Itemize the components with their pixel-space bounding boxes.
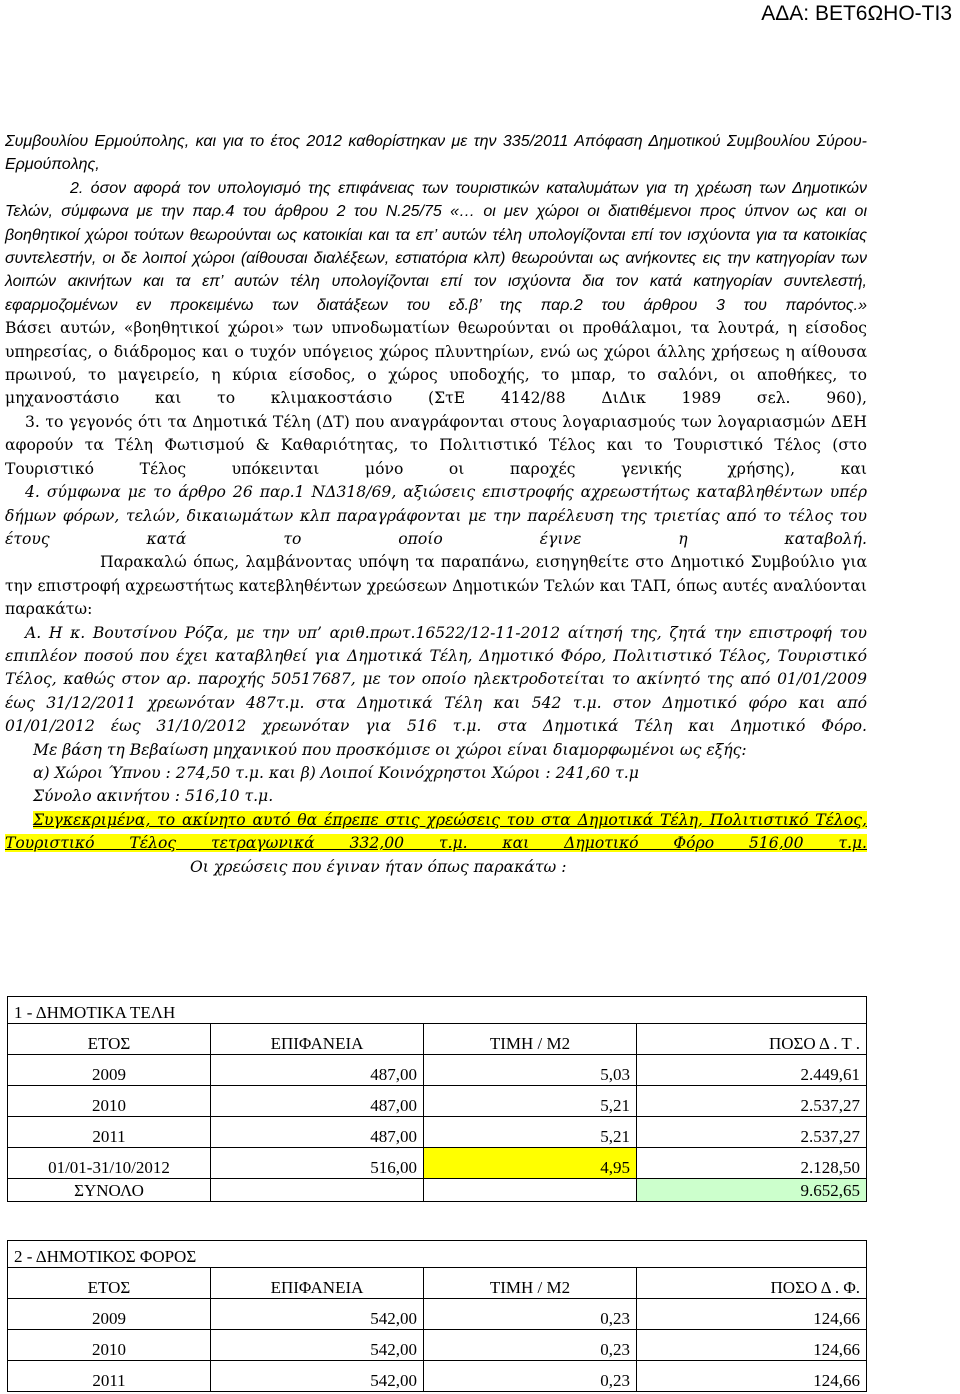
paragraph-7: Με βάση τη Βεβαίωση μηχανικού που προσκόμισε οι χώροι είναι διαμορφωμένοι ως εξής:	[33, 740, 747, 759]
cell-year: 2009	[8, 1055, 211, 1086]
table-municipal-tax	[7, 1240, 867, 1392]
cell-year: 2010	[8, 1330, 211, 1361]
cell-area: 487,00	[211, 1086, 424, 1117]
cell-amount: 2.128,50	[637, 1148, 867, 1179]
cell-price: 0,23	[424, 1330, 637, 1361]
table2-header-area: ΕΠΙΦΑΝΕΙΑ	[211, 1268, 424, 1299]
cell-year: 01/01-31/10/2012	[8, 1148, 211, 1179]
cell-area: 542,00	[211, 1299, 424, 1330]
table-row	[8, 1299, 867, 1330]
table1-header-amount: ΠΟΣΟ Δ . Τ .	[637, 1024, 867, 1055]
table2-title: 2 - ΔΗΜΟΤΙΚΟΣ ΦΟΡΟΣ	[8, 1241, 867, 1268]
table-row	[8, 1330, 867, 1361]
empty-cell	[211, 1179, 424, 1202]
table-total-row	[8, 1179, 867, 1202]
paragraph-8: α) Χώροι Ύπνου : 274,50 τ.μ. και β) Λοιποί Κοινόχρηστοι Χώροι : 241,60 τ.μ	[33, 763, 639, 782]
cell-amount: 124,66	[637, 1330, 867, 1361]
table1-header-year: ΕΤΟΣ	[8, 1024, 211, 1055]
cell-year: 2010	[8, 1086, 211, 1117]
cell-area: 542,00	[211, 1361, 424, 1392]
cell-area: 542,00	[211, 1330, 424, 1361]
cell-price: 5,03	[424, 1055, 637, 1086]
table-row	[8, 1086, 867, 1117]
total-value: 9.652,65	[637, 1179, 867, 1202]
cell-amount: 2.537,27	[637, 1086, 867, 1117]
cell-price: 0,23	[424, 1361, 637, 1392]
table-row	[8, 1148, 867, 1179]
cell-area: 516,00	[211, 1148, 424, 1179]
cell-year: 2011	[8, 1361, 211, 1392]
cell-price: 5,21	[424, 1086, 637, 1117]
cell-year: 2011	[8, 1117, 211, 1148]
table-municipal-fees	[7, 996, 867, 1202]
cell-amount: 124,66	[637, 1299, 867, 1330]
cell-amount: 2.449,61	[637, 1055, 867, 1086]
cell-amount: 124,66	[637, 1361, 867, 1392]
table2-header-amount: ΠΟΣΟ Δ . Φ.	[637, 1268, 867, 1299]
cell-price: 4,95	[424, 1148, 637, 1179]
table-row	[8, 1055, 867, 1086]
table1-title: 1 - ΔΗΜΟΤΙΚΑ ΤΕΛΗ	[8, 997, 867, 1024]
paragraph-2a: 2. όσον αφορά τον υπολογισμό της επιφάνειας των τουριστικών καταλυμάτων για τη χρέωση των Δημοτικών Τελών, σύμφωνα με την παρ.4 του άρθρου 2 του Ν.25/75 «… οι μεν χώροι οι διατιθέμενοι προς ύπνον ως και οι βοηθητικοί χώροι τούτων θεωρούνται ως κατοικίαι και τα επ’ αυτών τέλη υπολογίζονται επί τον ισχύοντα για τα κατοικίας συντελεστήν, οι δε λοιποί χώροι (αίθουσαι διαλέξεων, εστιατόρια κλπ) θεωρούνται ως ανήκοντες εις την κατηγορίαν των λοιπών ακινήτων και τα επ’ αυτών τέλη υπολογίζονται επί τον ισχύοντα δια τον κατά κατηγορίαν συντελεστή, εφαρμοζομένων εν προκειμένω των διατάξεων του εδ.β’ της παρ.2 του άρθρου 3 του παρόντος.»	[5, 179, 867, 314]
cell-year: 2009	[8, 1299, 211, 1330]
table2-header-price: ΤΙΜΗ / Μ2	[424, 1268, 637, 1299]
ada-code: ΑΔΑ: ΒΕΤ6ΩΗΟ-ΤΙ3	[761, 2, 952, 25]
cell-area: 487,00	[211, 1117, 424, 1148]
document-body	[5, 130, 867, 879]
cell-price: 5,21	[424, 1117, 637, 1148]
table1-header-area: ΕΠΙΦΑΝΕΙΑ	[211, 1024, 424, 1055]
paragraph-5: Παρακαλώ όπως, λαμβάνοντας υπόψη τα παραπάνω, εισηγηθείτε στο Δημοτικό Συμβούλιο για την επιστροφή αχρεωστήτως κατεβληθέντων χρεώσεων Δημοτικών Τελών και ΤΑΠ, όπως αυτές αναλύονται παρακάτω:	[5, 553, 867, 619]
paragraph-9: Σύνολο ακινήτου : 516,10 τ.μ.	[33, 787, 274, 806]
paragraph-11: Οι χρεώσεις που έγιναν ήταν όπως παρακάτω :	[190, 857, 567, 876]
table2-header-year: ΕΤΟΣ	[8, 1268, 211, 1299]
cell-amount: 2.537,27	[637, 1117, 867, 1148]
table-row	[8, 1361, 867, 1392]
paragraph-3: 3. το γεγονός ότι τα Δημοτικά Τέλη (ΔΤ) που αναγράφονται στους λογαριασμούς των λογαριασμών ΔΕΗ αφορούν τα Τέλη Φωτισμού & Καθαριότητας, το Πολιτιστικό Τέλος και το Τουριστικό Τέλος (στο Τουριστικό Τέλος υπόκεινται μόνο οι παροχές γενικής χρήσης), και	[5, 412, 867, 478]
paragraph-2b: Βάσει αυτών, «βοηθητικοί χώροι» των υπνοδωματίων θεωρούνται οι προθάλαμοι, τα λουτρά, η είσοδος υπηρεσίας, ο διάδρομος και ο τυχόν υπόγειος χώρος πλυντηρίων, ενώ ως χώροι άλλης χρήσεως η αίθουσα πρωινού, το μαγειρείο, η κύρια είσοδος, ο χώρος υποδοχής, το μπαρ, το σαλόνι, οι αποθήκες, το μηχανοστάσιο και το κλιμακοστάσιο (ΣτΕ 4142/88 ΔιΔικ 1989 σελ. 960),	[5, 319, 867, 408]
empty-cell	[424, 1179, 637, 1202]
highlighted-text: Συγκεκριμένα, το ακίνητο αυτό θα έπρεπε στις χρεώσεις του στα Δημοτικά Τέλη, Πολιτιστικό Τέλος, Τουριστικό Τέλος τετραγωνικά 332,00 τ.μ. και Δημοτικό Φόρο 516,00 τ.μ.	[5, 810, 867, 853]
cell-price: 0,23	[424, 1299, 637, 1330]
cell-area: 487,00	[211, 1055, 424, 1086]
paragraph-10	[5, 809, 867, 856]
paragraph-1: Συμβουλίου Ερμούπολης, και για το έτος 2012 καθορίστηκαν με την 335/2011 Απόφαση Δημοτικού Συμβουλίου Σύρου-Ερμούπολης,	[5, 133, 867, 174]
paragraph-6: Α. Η κ. Βουτσίνου Ρόζα, με την υπ’ αριθ.πρωτ.16522/12-11-2012 αίτησή της, ζητά την επιστροφή του επιπλέον ποσού που έχει καταβληθεί για Δημοτικά Τέλη, Δημοτικό Φόρο, Πολιτιστικό Τέλος, Τουριστικό Τέλος, καθώς στον αρ. παροχής 50517687, με τον οποίο ηλεκτροδοτείται το ακίνητό της από 01/01/2009 έως 31/12/2011 χρεωνόταν 487τ.μ. στα Δημοτικά Τέλη και 542 τ.μ. στον Δημοτικό φόρο και από 01/01/2012 έως 31/10/2012 χρεωνόταν για 516 τ.μ. στα Δημοτικά Τέλη και Δημοτικό Φόρο.	[5, 623, 867, 736]
total-label: ΣΥΝΟΛΟ	[8, 1179, 211, 1202]
table-row	[8, 1117, 867, 1148]
table1-header-price: ΤΙΜΗ / Μ2	[424, 1024, 637, 1055]
paragraph-4: 4. σύμφωνα με το άρθρο 26 παρ.1 ΝΔ318/69, αξιώσεις επιστροφής αχρεωστήτως καταβληθέντων υπέρ δήμων φόρων, τελών, δικαιωμάτων κλπ παραγράφονται με την παρέλευση της τριετίας από το τέλος του έτους κατά το οποίο έγινε η καταβολή.	[5, 483, 867, 548]
